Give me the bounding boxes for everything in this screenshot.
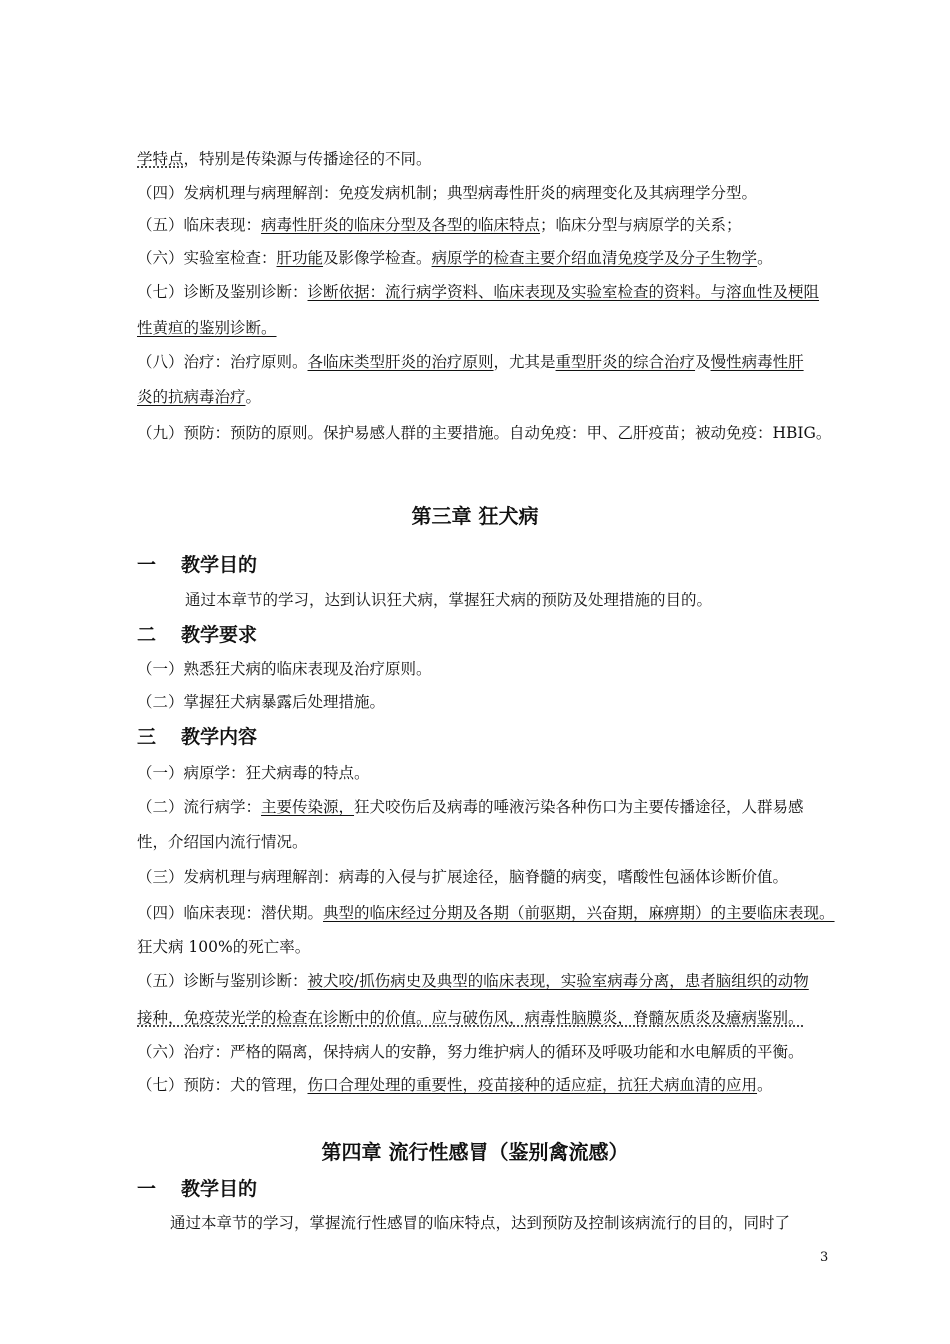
text-span: （六）实验室检查：: [137, 249, 277, 267]
text-line: [137, 763, 837, 783]
underlined-text: 诊断依据：流行病学资料、临床表现及实验室检查的资料。与溶血性及梗阻: [307, 283, 820, 301]
underlined-text: 伤口合理处理的重要性，疫苗接种的适应症，抗狂犬病血清的应用: [307, 1076, 758, 1094]
underlined-text: 被犬咬/抓伤病史及典型的临床表现，实验室病毒分离，患者脑组织的动物: [307, 972, 809, 990]
ch3-section3-heading: [137, 725, 257, 749]
text-line: [137, 1075, 837, 1095]
chapter4-title: 第四章 流行性感冒（鉴别禽流感）: [321, 1140, 629, 1164]
text-line: [137, 937, 837, 957]
underlined-text: 各临床类型肝炎的治疗原则: [307, 353, 494, 371]
text-line: [137, 423, 837, 443]
text-line: [137, 183, 837, 203]
text-span: （四）发病机理与病理解剖：免疫发病机制；典型病毒性肝炎的病理变化及其病理学分型。: [137, 184, 758, 202]
text-span: （二）流行病学：: [137, 798, 262, 816]
text-line: [137, 867, 837, 887]
text-span: 。: [757, 249, 773, 267]
text-span: ，特别是传染源与传播途径的不同。: [183, 150, 432, 168]
text-span: ，尤其是: [493, 353, 556, 371]
section-number: 三: [137, 726, 157, 748]
text-span: 及影像学检查。: [323, 249, 432, 267]
text-span: （九）预防：预防的原则。保护易感人群的主要措施。自动免疫：甲、乙肝疫苗；被动免疫：HBIG。: [137, 424, 832, 442]
text-span: （五）临床表现：: [137, 216, 262, 234]
underlined-text: 学特点: [137, 150, 184, 168]
ch3-section2-heading: [137, 623, 257, 647]
text-span: （七）预防：犬的管理，: [137, 1076, 308, 1094]
underlined-text: 主要传染源，: [261, 798, 355, 816]
text-span: （一）病原学：狂犬病毒的特点。: [137, 764, 370, 782]
section-number: 一: [137, 1178, 157, 1200]
text-span: 狂犬咬伤后及病毒的唾液污染各种伤口为主要传播途径，人群易感: [354, 798, 804, 816]
text-line: [137, 248, 837, 268]
text-span: 及: [695, 353, 711, 371]
text-line: [137, 149, 837, 169]
text-line: [137, 282, 837, 302]
text-span: （五）诊断与鉴别诊断：: [137, 972, 308, 990]
text-span: （六）治疗：严格的隔离，保持病人的安静，努力维护病人的循环及呼吸功能和水电解质的平衡。: [137, 1043, 804, 1061]
page-number: 3: [820, 1250, 829, 1265]
text-line: [137, 971, 837, 991]
requirement-item: （二）掌握狂犬病暴露后处理措施。: [137, 693, 386, 711]
ch4-objective-text: 通过本章节的学习，掌握流行性感冒的临床特点，达到预防及控制该病流行的目的，同时了: [170, 1214, 791, 1232]
text-line: [137, 1042, 837, 1062]
ch3-section1-heading: [137, 553, 257, 577]
text-line: [137, 387, 837, 407]
section-title: 教学内容: [181, 726, 258, 748]
text-span: 。: [245, 388, 262, 406]
underlined-text: 肝功能: [276, 249, 324, 267]
text-span: （七）诊断及鉴别诊断：: [137, 283, 308, 301]
text-line: [137, 832, 837, 852]
underlined-text: 典型的临床经过分期及各期（前驱期，兴奋期，麻痹期）的主要临床表现。: [323, 904, 835, 922]
section-title: 教学要求: [181, 624, 258, 646]
text-span: ；临床分型与病原学的关系；: [540, 216, 742, 234]
text-line: [137, 318, 837, 338]
ch3-objective-text: 通过本章节的学习，达到认识狂犬病，掌握狂犬病的预防及处理措施的目的。: [185, 591, 713, 609]
section-title: 教学目的: [181, 1178, 258, 1200]
text-span: （八）治疗：治疗原则。: [137, 353, 308, 371]
text-span: 。: [757, 1076, 773, 1094]
text-span: 性，介绍国内流行情况。: [137, 833, 308, 851]
underlined-text: 病原学的检查主要介绍血清免疫学及分子生物学: [431, 249, 758, 267]
section-number: 一: [137, 554, 157, 576]
section-number: 二: [137, 624, 157, 646]
text-line: [137, 903, 837, 923]
underlined-text: 病毒性肝炎的临床分型及各型的临床特点: [261, 216, 541, 234]
underlined-text: 慢性病毒性肝: [710, 353, 804, 371]
ch4-section1-heading: [137, 1177, 257, 1201]
text-span: （四）临床表现：潜伏期。: [137, 904, 324, 922]
section-title: 教学目的: [181, 554, 258, 576]
underlined-text: 炎的抗病毒治疗: [137, 388, 246, 406]
underlined-text: 重型肝炎的综合治疗: [555, 353, 696, 371]
chapter3-title: 第三章 狂犬病: [411, 504, 539, 528]
text-line: [137, 215, 837, 235]
text-span: （三）发病机理与病理解剖：病毒的入侵与扩展途径，脑脊髓的病变，嗜酸性包涵体诊断价值。: [137, 868, 789, 886]
text-line: [137, 352, 837, 372]
text-line: [137, 1008, 837, 1028]
underlined-text: 接种，免疫荧光学的检查在诊断中的价值。应与破伤风，病毒性脑膜炎，脊髓灰质炎及癔病鉴别。: [137, 1009, 804, 1027]
text-line: [137, 797, 837, 817]
requirement-item: （一）熟悉狂犬病的临床表现及治疗原则。: [137, 660, 432, 678]
underlined-text: 性黄疸的鉴别诊断。: [137, 319, 277, 337]
text-span: 狂犬病 100%的死亡率。: [137, 938, 311, 956]
